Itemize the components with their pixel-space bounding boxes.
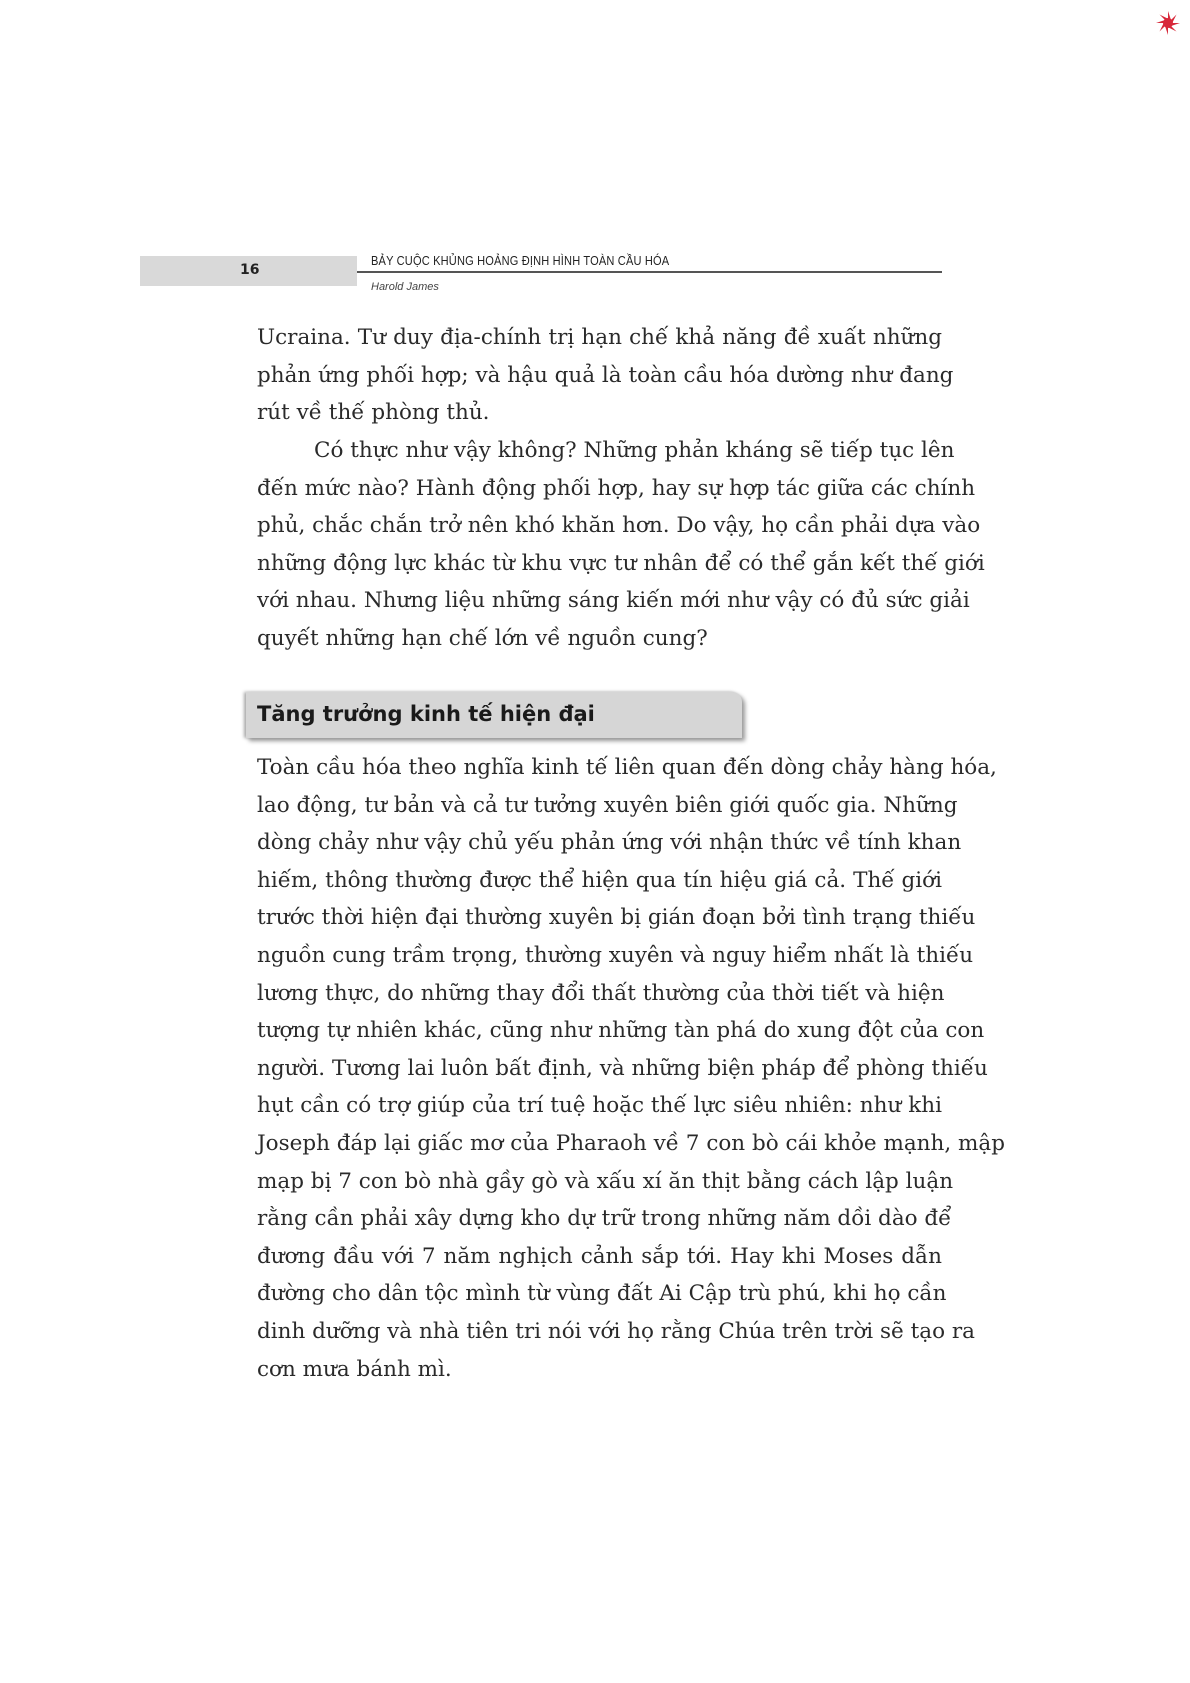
text-line: hụt cần có trợ giúp của trí tuệ hoặc thế lực siêu nhiên: như khi bbox=[257, 1093, 942, 1119]
paragraph-2 bbox=[257, 432, 985, 658]
text-line: với nhau. Nhưng liệu những sáng kiến mới như vậy có đủ sức giải bbox=[257, 588, 970, 614]
text-line: mạp bị 7 con bò nhà gầy gò và xấu xí ăn thịt bằng cách lập luận bbox=[257, 1168, 954, 1194]
text-line: những động lực khác từ khu vực tư nhân để có thể gắn kết thế giới bbox=[257, 550, 985, 576]
text-line: đường cho dân tộc mình từ vùng đất Ai Cập trù phú, khi họ cần bbox=[257, 1281, 947, 1307]
text-line: nguồn cung trầm trọng, thường xuyên và nguy hiểm nhất là thiếu bbox=[257, 942, 974, 968]
text-line: Joseph đáp lại giấc mơ của Pharaoh về 7 con bò cái khỏe mạnh, mập bbox=[257, 1130, 1006, 1156]
text-line: người. Tương lai luôn bất định, và những biện pháp để phòng thiếu bbox=[257, 1055, 988, 1081]
text-line: Toàn cầu hóa theo nghĩa kinh tế liên quan đến dòng chảy hàng hóa, bbox=[257, 755, 997, 780]
text-line: hiếm, thông thường được thể hiện qua tín hiệu giá cả. Thế giới bbox=[257, 867, 942, 893]
text-line: dinh dưỡng và nhà tiên tri nói với họ rằng Chúa trên trời sẽ tạo ra bbox=[257, 1318, 975, 1344]
text-line: Có thực như vậy không? Những phản kháng sẽ tiếp tục lên bbox=[314, 438, 955, 463]
text-line: rằng cần phải xây dựng kho dự trữ trong những năm dồi dào để bbox=[257, 1206, 952, 1232]
text-line: dòng chảy như vậy chủ yếu phản ứng với nhận thức về tính khan bbox=[257, 830, 962, 856]
text-line: lao động, tư bản và cả tư tưởng xuyên biên giới quốc gia. Những bbox=[257, 792, 958, 818]
header-rule bbox=[357, 271, 942, 273]
text-line: tượng tự nhiên khác, cũng như những tàn phá do xung đột của con bbox=[257, 1018, 985, 1044]
text-line: cơn mưa bánh mì. bbox=[257, 1356, 452, 1382]
section-heading: Tăng trưởng kinh tế hiện đại bbox=[257, 702, 595, 726]
text-line: phủ, chắc chắn trở nên khó khăn hơn. Do vậy, họ cần phải dựa vào bbox=[257, 513, 981, 539]
text-line: rút về thế phòng thủ. bbox=[257, 400, 490, 426]
text-line: Ucraina. Tư duy địa-chính trị hạn chế khả năng đề xuất những bbox=[257, 325, 942, 350]
running-title: BẢY CUỘC KHỦNG HOẢNG ĐỊNH HÌNH TOÀN CẦU HÓA bbox=[371, 253, 670, 268]
page-number: 16 bbox=[240, 262, 260, 278]
paragraph-3 bbox=[257, 749, 1006, 1388]
text-line: đương đầu với 7 năm nghịch cảnh sắp tới. Hay khi Moses dẫn bbox=[257, 1243, 942, 1269]
author-name: Harold James bbox=[371, 281, 439, 293]
text-line: phản ứng phối hợp; và hậu quả là toàn cầu hóa dường như đang bbox=[257, 362, 954, 388]
paragraph-1 bbox=[257, 319, 954, 432]
publisher-logo-icon bbox=[1155, 10, 1181, 36]
text-line: trước thời hiện đại thường xuyên bị gián đoạn bởi tình trạng thiếu bbox=[257, 905, 976, 931]
text-line: đến mức nào? Hành động phối hợp, hay sự hợp tác giữa các chính bbox=[257, 475, 976, 501]
text-line: quyết những hạn chế lớn về nguồn cung? bbox=[257, 625, 708, 651]
text-line: lương thực, do những thay đổi thất thường của thời tiết và hiện bbox=[257, 980, 945, 1006]
